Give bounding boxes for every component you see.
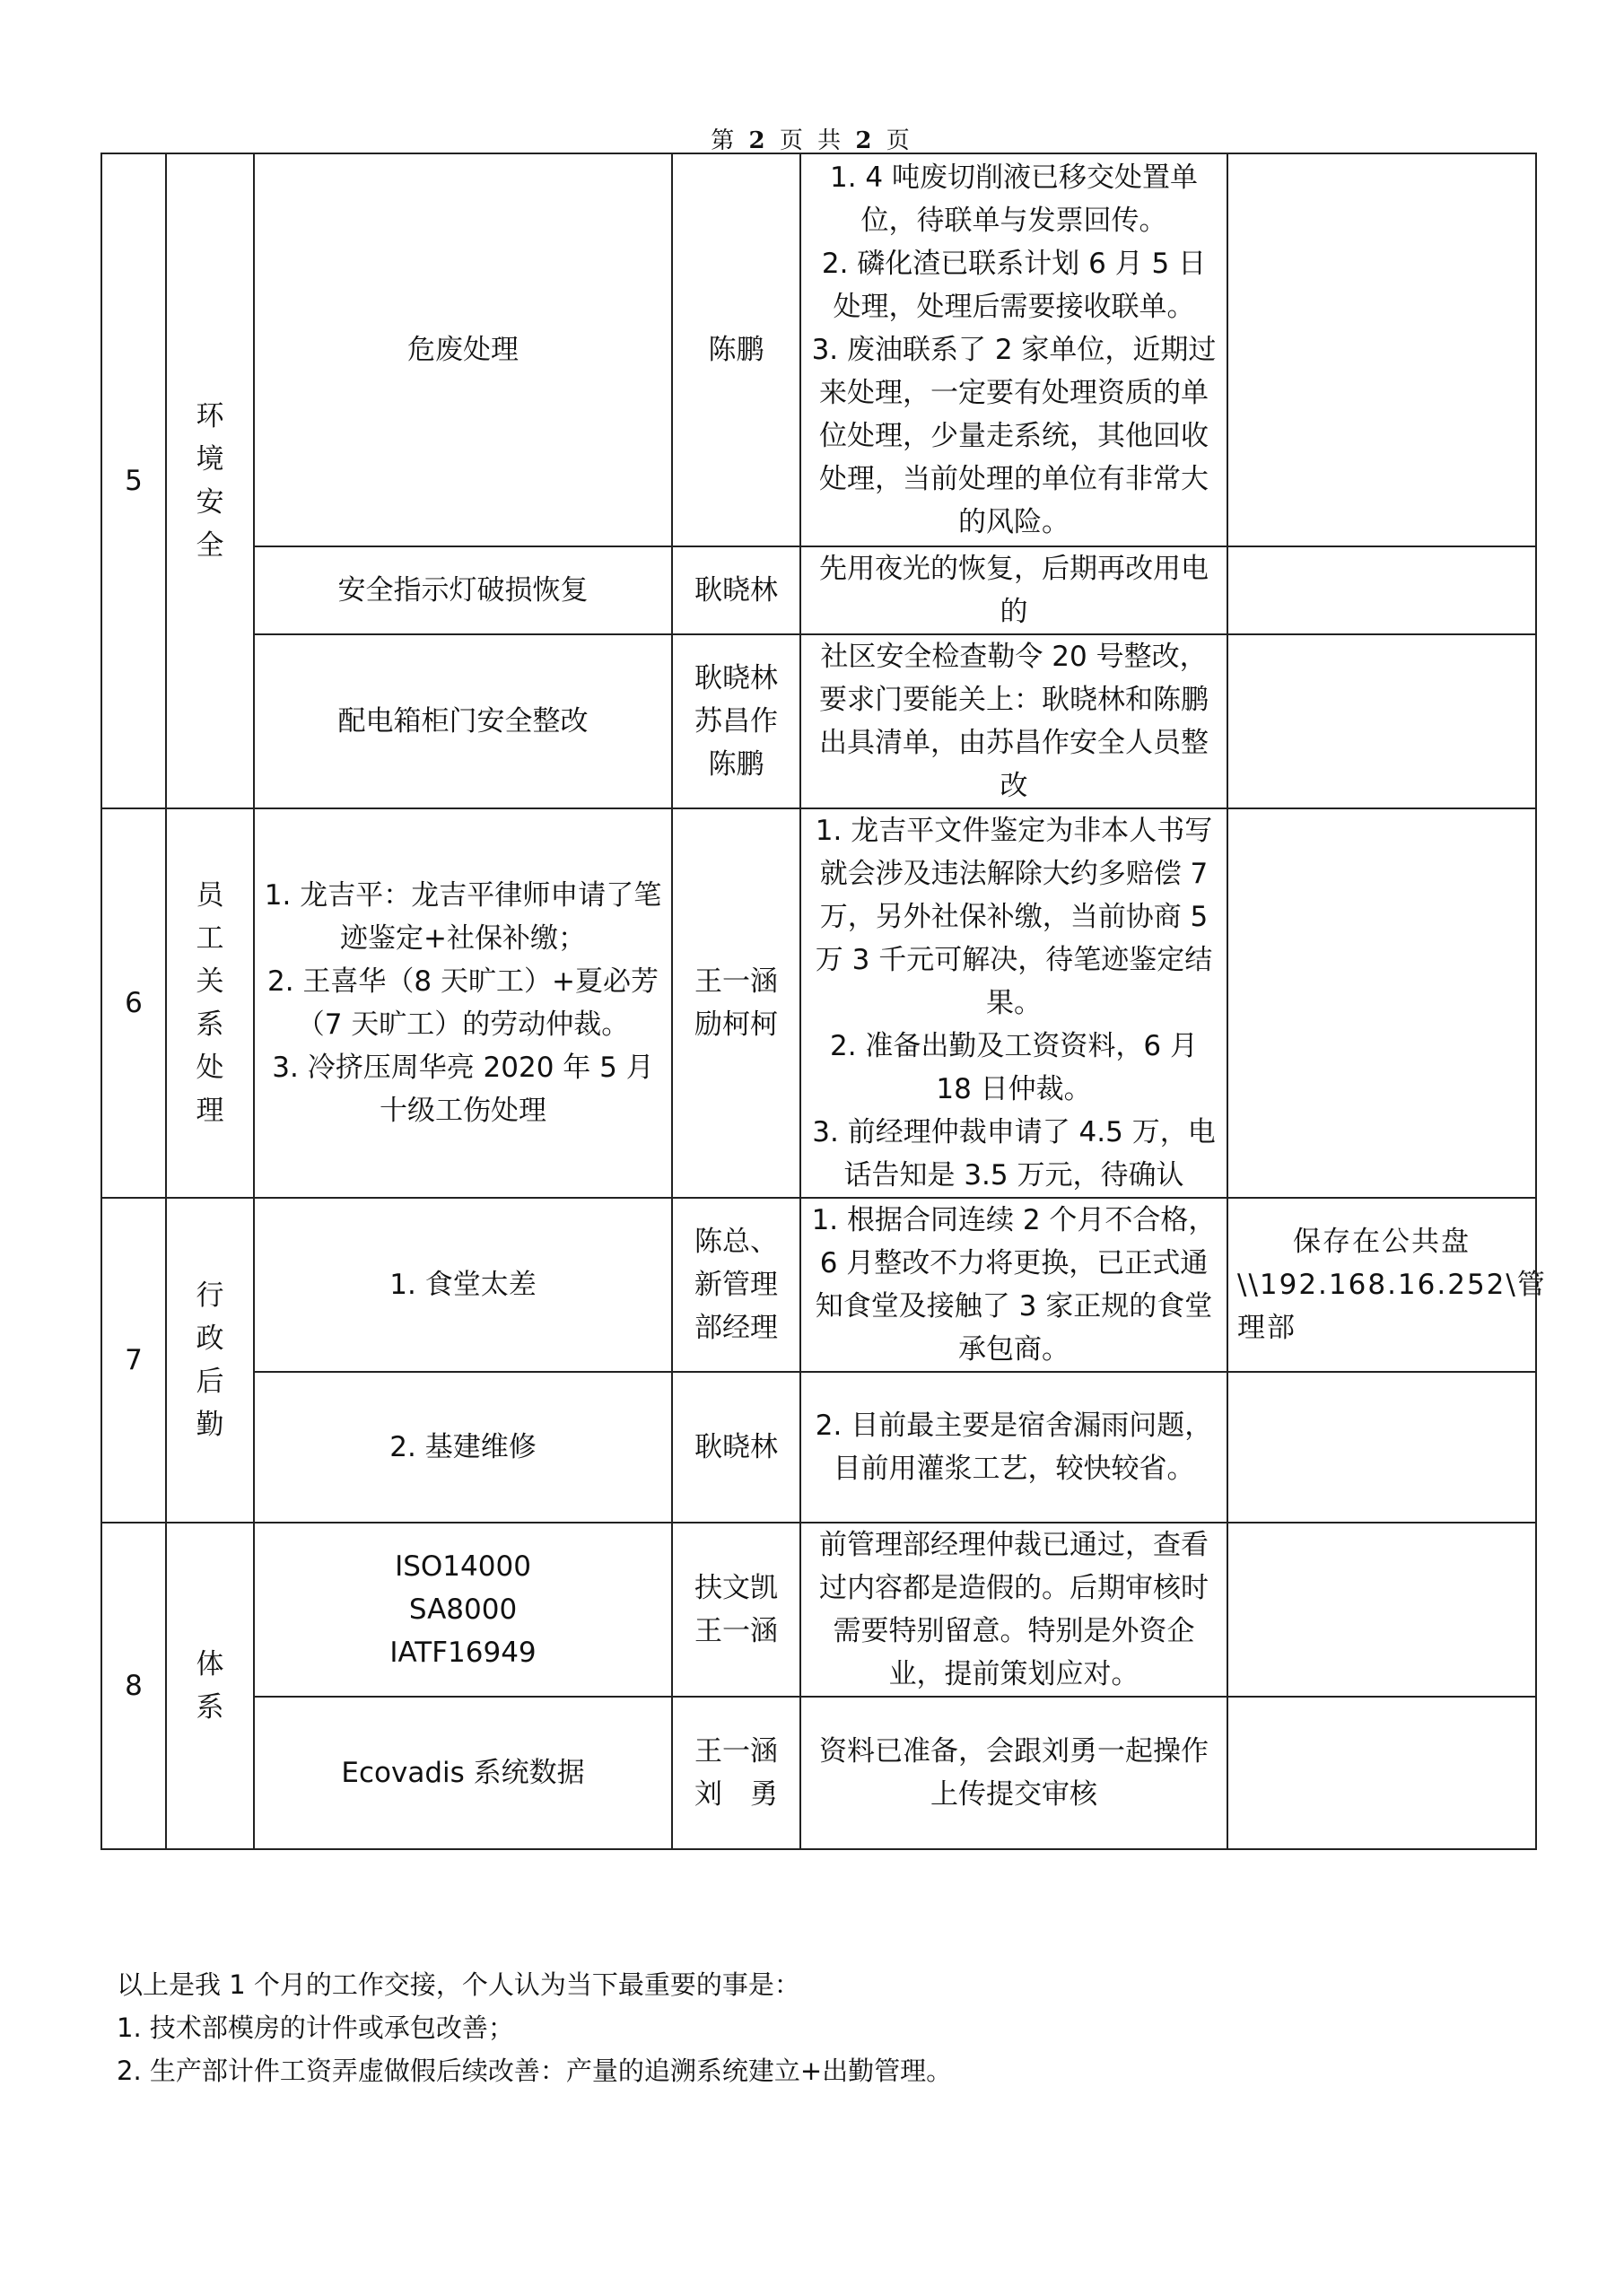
note-cell bbox=[1227, 1697, 1536, 1849]
category-char: 环 bbox=[196, 400, 224, 432]
item-cell: Ecovadis 系统数据 bbox=[254, 1697, 672, 1849]
note-cell bbox=[1227, 634, 1536, 808]
category-char: 员 bbox=[196, 879, 224, 912]
owner-name: 部经理 bbox=[694, 1312, 778, 1344]
category-char: 后 bbox=[196, 1366, 224, 1398]
owner-name: 王一涵 bbox=[694, 1615, 778, 1647]
note-cell bbox=[1227, 153, 1536, 546]
item-line: 2. 王喜华（8 天旷工）+夏必芳（7 天旷工）的劳动仲裁。 bbox=[267, 965, 659, 1041]
owner-cell: 陈鹏 bbox=[672, 153, 800, 546]
item-line: 3. 冷挤压周华亮 2020 年 5 月十级工伤处理 bbox=[272, 1052, 654, 1127]
item-cell: 2. 基建维修 bbox=[254, 1372, 672, 1523]
owner-name: 王一涵 bbox=[694, 965, 778, 998]
category-char: 处 bbox=[196, 1052, 224, 1084]
category-char: 体 bbox=[196, 1648, 224, 1681]
owner-name: 王一涵 bbox=[694, 1735, 778, 1768]
owner-cell bbox=[672, 634, 800, 808]
note-cell: 保存在公共盘\\192.168.16.252\管理部 bbox=[1227, 1198, 1536, 1372]
page-header-prefix: 第 bbox=[711, 127, 738, 154]
status-cell: 1. 根据合同连续 2 个月不合格，6 月整改不力将更换，已正式通知食堂及接触了 3 家正规的食堂承包商。 bbox=[800, 1198, 1227, 1372]
owner-cell bbox=[672, 1198, 800, 1372]
owner-name: 耿晓林 bbox=[694, 662, 778, 694]
page-header-middle: 页 共 bbox=[779, 127, 845, 154]
status-cell: 先用夜光的恢复，后期再改用电的 bbox=[800, 546, 1227, 634]
category-cell bbox=[166, 1523, 254, 1849]
category-char: 行 bbox=[196, 1279, 224, 1312]
category-cell bbox=[166, 1198, 254, 1523]
table-row bbox=[101, 634, 1536, 808]
owner-cell: 耿晓林 bbox=[672, 1372, 800, 1523]
table-row bbox=[101, 1697, 1536, 1849]
status-cell bbox=[800, 808, 1227, 1198]
summary-point: 2. 生产部计件工资弄虚做假后续改善：产量的追溯系统建立+出勤管理。 bbox=[117, 2056, 953, 2086]
table-row bbox=[101, 153, 1536, 546]
status-cell: 前管理部经理仲裁已通过，查看过内容都是造假的。后期审核时需要特别留意。特别是外资企业，提前策划应对。 bbox=[800, 1523, 1227, 1697]
owner-name: 陈总、 bbox=[694, 1226, 778, 1258]
note-cell bbox=[1227, 1523, 1536, 1697]
status-line: 3. 废油联系了 2 家单位，近期过来处理，一定要有处理资质的单位处理，少量走系统，其他回收处理，当前处理的单位有非常大的风险。 bbox=[811, 334, 1217, 538]
table-row bbox=[101, 1198, 1536, 1372]
status-line: 2. 准备出勤及工资资料，6 月 18 日仲裁。 bbox=[829, 1030, 1198, 1105]
item-line: 1. 龙吉平：龙吉平律师申请了笔迹鉴定+社保补缴； bbox=[264, 879, 662, 955]
item-line: IATF16949 bbox=[389, 1637, 537, 1669]
row-number: 8 bbox=[101, 1523, 166, 1849]
category-char: 勤 bbox=[196, 1409, 224, 1441]
category-char: 理 bbox=[196, 1095, 224, 1127]
item-line: SA8000 bbox=[408, 1593, 518, 1626]
status-cell: 社区安全检查勒令 20 号整改，要求门要能关上：耿晓林和陈鹏出具清单，由苏昌作安全人员整改 bbox=[800, 634, 1227, 808]
row-number: 7 bbox=[101, 1198, 166, 1523]
row-number: 5 bbox=[101, 153, 166, 808]
summary-section bbox=[117, 1963, 1516, 2092]
owner-name: 励柯柯 bbox=[694, 1008, 778, 1041]
summary-point: 1. 技术部模房的计件或承包改善； bbox=[117, 2012, 514, 2043]
owner-cell: 耿晓林 bbox=[672, 546, 800, 634]
item-cell: 配电箱柜门安全整改 bbox=[254, 634, 672, 808]
category-char: 系 bbox=[196, 1691, 224, 1724]
table-row bbox=[101, 1523, 1536, 1697]
status-line: 1. 龙吉平文件鉴定为非本人书写就会涉及违法解除大约多赔偿 7 万，另外社保补缴，当前协商 5 万 3 千元可解决，待笔迹鉴定结果。 bbox=[815, 815, 1213, 1019]
status-cell bbox=[800, 153, 1227, 546]
item-cell bbox=[254, 808, 672, 1198]
item-cell: 1. 食堂太差 bbox=[254, 1198, 672, 1372]
item-cell: 安全指示灯破损恢复 bbox=[254, 546, 672, 634]
owner-name: 刘 勇 bbox=[694, 1778, 778, 1811]
table-row bbox=[101, 546, 1536, 634]
owner-name: 苏昌作 bbox=[694, 705, 778, 738]
category-cell bbox=[166, 808, 254, 1198]
status-line: 3. 前经理仲裁申请了 4.5 万，电话告知是 3.5 万元，待确认 bbox=[812, 1116, 1216, 1192]
item-cell: 危废处理 bbox=[254, 153, 672, 546]
item-cell bbox=[254, 1523, 672, 1697]
owner-name: 陈鹏 bbox=[708, 748, 764, 781]
page-header-suffix: 页 bbox=[886, 127, 913, 154]
note-cell bbox=[1227, 808, 1536, 1198]
status-line: 2. 磷化渣已联系计划 6 月 5 日处理，处理后需要接收联单。 bbox=[821, 248, 1207, 323]
page-header bbox=[0, 122, 1624, 155]
summary-intro: 以上是我 1 个月的工作交接，个人认为当下最重要的事是： bbox=[117, 1969, 800, 2000]
page-total: 2 bbox=[855, 127, 876, 154]
page-current: 2 bbox=[748, 127, 769, 154]
row-number: 6 bbox=[101, 808, 166, 1198]
note-cell bbox=[1227, 1372, 1536, 1523]
status-cell: 2. 目前最主要是宿舍漏雨问题，目前用灌浆工艺，较快较省。 bbox=[800, 1372, 1227, 1523]
status-line: 1. 4 吨废切削液已移交处置单位，待联单与发票回传。 bbox=[829, 162, 1198, 237]
table-row bbox=[101, 808, 1536, 1198]
owner-name: 新管理 bbox=[694, 1269, 778, 1301]
category-char: 系 bbox=[196, 1008, 224, 1041]
category-char: 政 bbox=[196, 1323, 224, 1355]
owner-name: 扶文凯 bbox=[694, 1572, 778, 1604]
table-row bbox=[101, 1372, 1536, 1523]
status-cell: 资料已准备，会跟刘勇一起操作上传提交审核 bbox=[800, 1697, 1227, 1849]
category-char: 安 bbox=[196, 486, 224, 519]
category-cell bbox=[166, 153, 254, 808]
owner-cell bbox=[672, 808, 800, 1198]
category-char: 关 bbox=[196, 965, 224, 998]
item-line: ISO14000 bbox=[395, 1550, 531, 1583]
owner-cell bbox=[672, 1523, 800, 1697]
category-char: 工 bbox=[196, 922, 224, 955]
category-char: 全 bbox=[196, 529, 224, 562]
owner-cell bbox=[672, 1697, 800, 1849]
note-cell bbox=[1227, 546, 1536, 634]
handover-table bbox=[100, 153, 1547, 1850]
category-char: 境 bbox=[196, 443, 224, 476]
